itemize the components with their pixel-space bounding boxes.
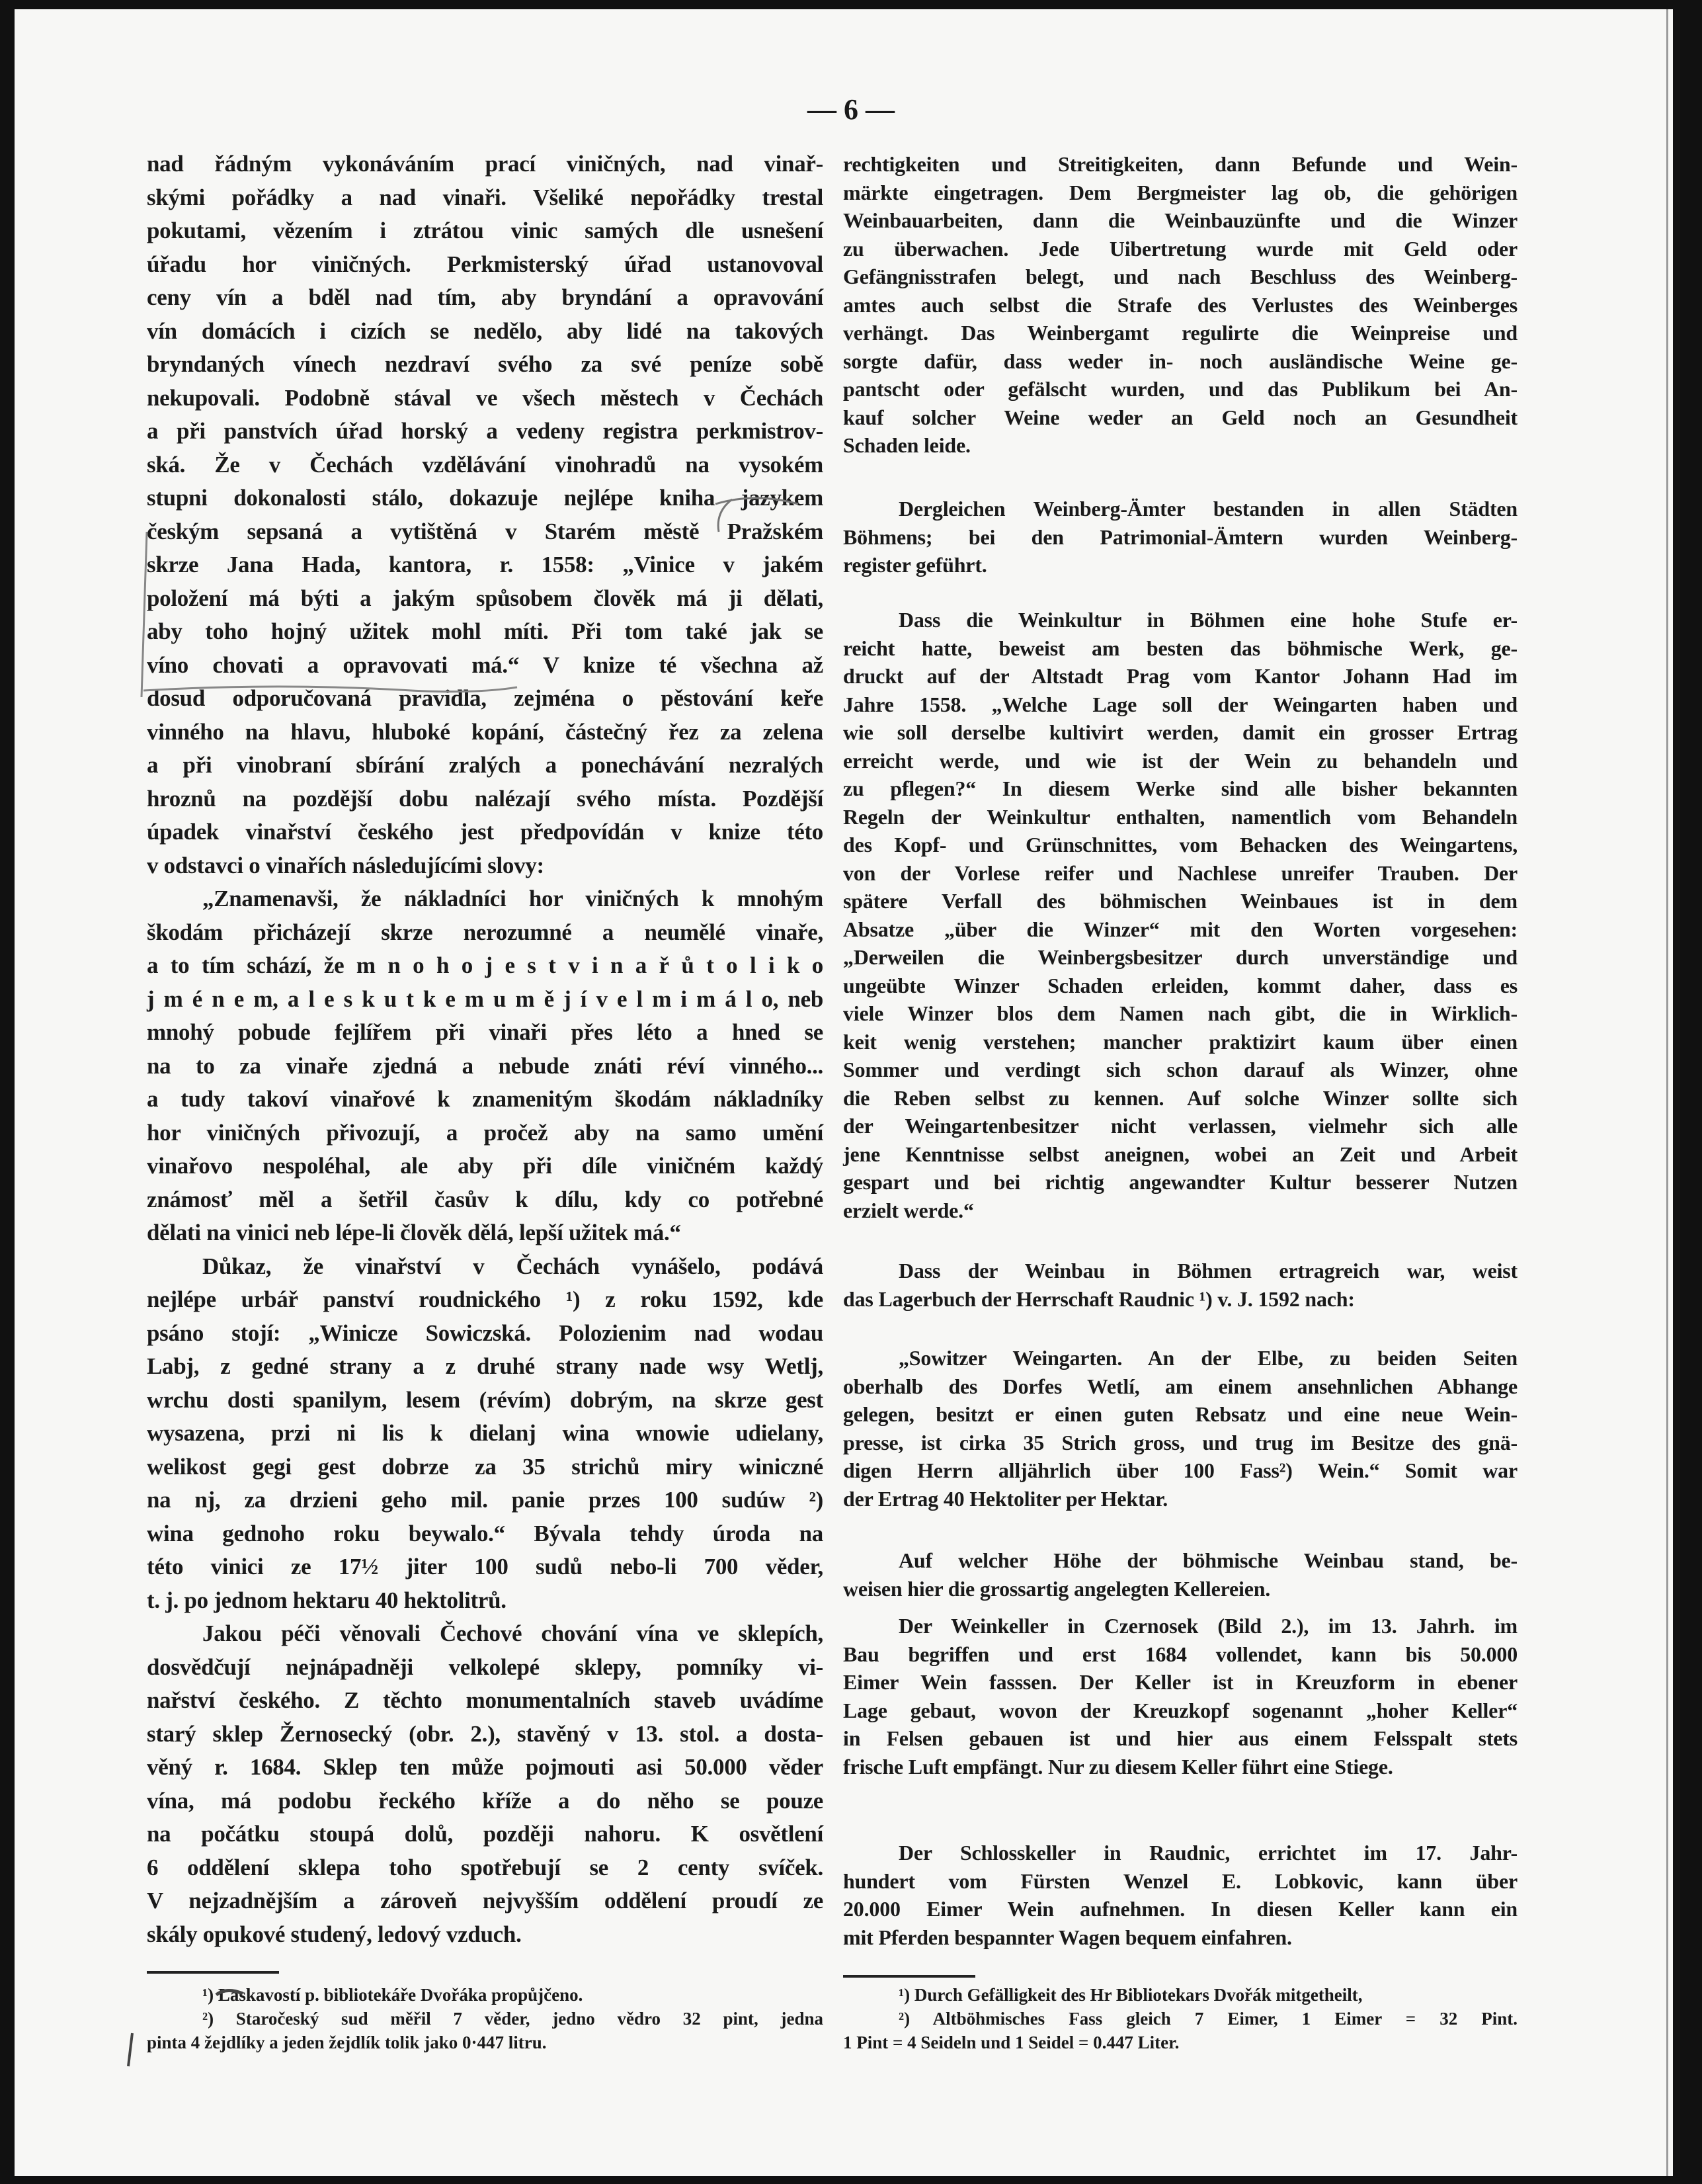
text-line: skými pořádky a nad vinaři. Všeliké nepořádky trestal bbox=[147, 184, 823, 210]
text-line: a to tím schází, že m n o h o j e s t v i n a ř ů t o l i k o bbox=[147, 952, 823, 978]
text-line: dosud odporučovaná pravidla, zejména o pěstování keře bbox=[147, 685, 823, 711]
right-paragraph bbox=[843, 1257, 1518, 1313]
text-line: Der Weinkeller in Czernosek (Bild 2.), im 13. Jahrh. im bbox=[899, 1614, 1518, 1638]
right-paragraph bbox=[843, 606, 1518, 1224]
text-line: ²) Staročeský sud měřil 7 věder, jedno vědro 32 pint, jedna bbox=[202, 2009, 823, 2029]
text-line: das Lagerbuch der Herrschaft Raudnic ¹) v. J. 1592 nach: bbox=[843, 1286, 1355, 1311]
text-line: ¹) Laskavostí p. bibliotekáře Dvořáka propůjčeno. bbox=[202, 1985, 583, 2005]
text-line: nekupovali. Podobně stával ve všech městech v Čechách bbox=[147, 384, 823, 411]
text-line: na to za vinaře zjedná a nebude znáti réví vinného... bbox=[147, 1052, 823, 1079]
text-line: Dass die Weinkultur in Böhmen eine hohe Stufe er- bbox=[899, 608, 1518, 632]
text-line: „Derweilen die Weinbergsbesitzer durch unverständige und bbox=[843, 945, 1518, 969]
text-line: starý sklep Žernosecký (obr. 2.), stavěný v 13. stol. a dosta- bbox=[147, 1720, 823, 1747]
text-line: věný r. 1684. Sklep ten může pojmouti asi 50.000 věder bbox=[147, 1754, 823, 1780]
text-line: frische Luft empfängt. Nur zu diesem Keller führt eine Stiege. bbox=[843, 1754, 1393, 1779]
text-line: skály opukové studený, ledový vzduch. bbox=[147, 1921, 522, 1947]
text-line: vinařovo nespoléhal, ale aby při díle viničném každý bbox=[147, 1153, 823, 1179]
text-line: j m é n e m, a l e s k u t k e m u m ě j í v e l m i m á l o, neb bbox=[147, 986, 823, 1012]
text-line: druckt auf der Altstadt Prag vom Kantor Johann Had im bbox=[843, 664, 1518, 688]
text-line: skrze Jana Hada, kantora, r. 1558: „Vinice v jakém bbox=[147, 552, 823, 577]
text-line: položení má býti a jakým spůsobem člověk má ji dělati, bbox=[147, 585, 823, 611]
text-line: Jahre 1558. „Welche Lage soll der Weingarten haben und bbox=[843, 692, 1518, 716]
text-line: a při panstvích úřad horský a vedeny registra perkmistrov- bbox=[147, 418, 823, 444]
text-line: stupni dokonalosti stálo, dokazuje nejlépe kniha jazykem bbox=[147, 485, 823, 511]
text-line: Labj, z gedné strany a z druhé strany nade wsy Wetlj, bbox=[147, 1353, 823, 1379]
text-line: pantscht oder gefälscht wurden, und das Publikum bei An- bbox=[843, 377, 1518, 401]
text-line: Jakou péči věnovali Čechové chování vína ve sklepích, bbox=[202, 1620, 823, 1646]
text-line: hundert vom Fürsten Wenzel E. Lobkovic, kann über bbox=[843, 1869, 1518, 1893]
text-line: Sommer und verdingt sich schon darauf als Winzer, ohne bbox=[843, 1058, 1518, 1081]
text-line: Eimer Wein fasssen. Der Keller ist in Kreuzform in ebener bbox=[843, 1670, 1518, 1694]
right-paragraph bbox=[843, 1839, 1518, 1951]
text-line: Gefängnisstrafen belegt, und nach Beschluss des Weinberg- bbox=[843, 265, 1518, 288]
left-column-czech bbox=[147, 147, 823, 1951]
text-line: nad řádným vykonáváním prací viničných, nad vinař- bbox=[147, 151, 823, 177]
text-line: märkte eingetragen. Dem Bergmeister lag ob, die gehörigen bbox=[843, 180, 1518, 204]
text-line: „Sowitzer Weingarten. An der Elbe, zu beiden Seiten bbox=[899, 1346, 1518, 1370]
text-line: této vinici ze 17½ jiter 100 sudů nebo-li 700 věder, bbox=[147, 1554, 823, 1579]
text-line: úřadu hor viničných. Perkmisterský úřad ustanovoval bbox=[147, 251, 823, 277]
text-line: gespart und bei richtig angewandter Kultur besserer Nutzen bbox=[843, 1170, 1518, 1194]
text-line: erreicht werde, und wie ist der Wein zu behandeln und bbox=[843, 748, 1518, 773]
right-paragraph bbox=[843, 1612, 1518, 1781]
text-line: ceny vín a bděl nad tím, aby bryndání a opravování bbox=[147, 284, 823, 310]
right-paragraph bbox=[843, 1546, 1518, 1603]
text-line: pokutami, vězením i ztrátou vinic samých dle usnešení bbox=[147, 218, 823, 243]
text-line: víno chovati a opravovati má.“ V knize té všechna až bbox=[147, 651, 823, 678]
text-line: českým sepsaná a vytištěná v Starém městě Pražském bbox=[147, 518, 823, 544]
text-line: ungeübte Winzer Schaden erleiden, kommt daher, dass es bbox=[843, 973, 1518, 997]
footnotes-left bbox=[147, 1983, 823, 2054]
text-line: V nejzadnějším a zároveň nejvyšším oddělení proudí ze bbox=[147, 1888, 823, 1913]
text-line: mit Pferden bespannter Wagen bequem einfahren. bbox=[843, 1925, 1292, 1949]
text-line: weisen hier die grossartig angelegten Kellereien. bbox=[843, 1576, 1271, 1601]
right-paragraph bbox=[843, 495, 1518, 579]
text-line: jene Kenntnisse selbst aneignen, wobei an Zeit und Arbeit bbox=[843, 1142, 1518, 1166]
scan-edge-line bbox=[1666, 9, 1668, 2176]
text-line: známosť měl a šetřil časův k dílu, kdy co potřebné bbox=[147, 1186, 823, 1212]
text-line: bryndaných vínech nezdraví svého za své peníze sobě bbox=[147, 351, 823, 377]
text-line: Lage gebaut, wovon der Kreuzkopf sogenannt „hoher Keller“ bbox=[843, 1698, 1518, 1722]
text-line: wina gednoho roku beywalo.“ Bývala tehdy úroda na bbox=[147, 1520, 823, 1546]
footnotes-right bbox=[843, 1983, 1518, 2054]
text-line: Dergleichen Weinberg-Ämter bestanden in allen Städten bbox=[899, 497, 1518, 521]
text-line: dosvědčují nejnápadněji velkolepé sklepy, pomníky vi- bbox=[147, 1654, 823, 1680]
text-line: a tudy takoví vinařové k znamenitým škodám nákladníky bbox=[147, 1086, 823, 1112]
text-line: na nj, za drzieni geho mil. panie przes 100 sudúw ²) bbox=[147, 1487, 823, 1513]
text-line: erzielt werde.“ bbox=[843, 1198, 974, 1222]
text-line: psáno stojí: „Winicze Sowiczská. Polozienim nad wodau bbox=[147, 1320, 823, 1346]
text-line: Böhmens; bei den Patrimonial-Ämtern wurden Weinberg- bbox=[843, 525, 1518, 549]
text-line: register geführt. bbox=[843, 553, 987, 577]
text-line: amtes auch selbst die Strafe des Verlustes des Weinberges bbox=[843, 292, 1518, 317]
text-line: úpadek vinařství českého jest předpovídán v knize této bbox=[147, 819, 823, 845]
text-line: Absatze „über die Winzer“ mit den Worten vorgesehen: bbox=[843, 917, 1518, 941]
text-line: 20.000 Eimer Wein aufnehmen. In diesen Keller kann ein bbox=[843, 1897, 1518, 1921]
text-line: hor viničných přivozují, a pročež aby na samo umění bbox=[147, 1119, 823, 1146]
text-line: dělati na vinici neb lépe-li člověk dělá, lepší užitek má.“ bbox=[147, 1220, 681, 1245]
text-line: zu überwachen. Jede Uibertretung wurde mit Geld oder bbox=[843, 236, 1518, 261]
page-number: — 6 — bbox=[807, 93, 895, 126]
text-line: vín domácích i cizích se nedělo, aby lidé na takových bbox=[147, 317, 823, 344]
text-line: 1 Pint = 4 Seideln und 1 Seidel = 0.447 Liter. bbox=[843, 2033, 1180, 2052]
text-line: Důkaz, že vinařství v Čechách vynášelo, podává bbox=[202, 1253, 823, 1279]
text-line: vína, má podobu řeckého kříže a do něho se pouze bbox=[147, 1787, 823, 1814]
right-column-german bbox=[843, 9, 1518, 2176]
text-line: keit wenig verstehen; mancher praktizirt kaum über einen bbox=[843, 1029, 1518, 1054]
text-line: der Weingartenbesitzer nicht verlassen, vielmehr sich alle bbox=[843, 1114, 1518, 1138]
text-line: digen Herrn alljährlich über 100 Fass²) Wein.“ Somit war bbox=[843, 1458, 1518, 1482]
text-line: zu pflegen?“ In diesem Werke sind alle bisher bekannten bbox=[843, 777, 1518, 800]
right-paragraph bbox=[843, 150, 1518, 460]
text-line: v odstavci o vinařích následujícími slovy: bbox=[147, 852, 544, 878]
text-line: a při vinobraní sbírání zralých a ponechávání nezralých bbox=[147, 752, 823, 778]
text-line: aby toho hojný užitek mohl míti. Při tom také jak se bbox=[147, 618, 823, 644]
text-line: kauf solcher Weine weder an Geld noch an Gesundheit bbox=[843, 405, 1518, 429]
text-line: des Kopf- und Grünschnittes, vom Behacken des Weingartens, bbox=[843, 833, 1518, 857]
text-line: Regeln der Weinkultur enthalten, namentlich vom Behandeln bbox=[843, 804, 1518, 829]
scanned-page bbox=[15, 9, 1673, 2176]
text-line: oberhalb des Dorfes Wetlí, am einem ansehnlichen Abhange bbox=[843, 1374, 1518, 1398]
text-line: pinta 4 žejdlíky a jeden žejdlík tolik jako 0·447 litru. bbox=[147, 2033, 547, 2052]
text-line: ¹) Durch Gefälligkeit des Hr Bibliotekars Dvořák mitgetheilt, bbox=[899, 1985, 1363, 2005]
text-line: welikost gegi gest dobrze za 35 strichů miry winiczné bbox=[147, 1453, 823, 1480]
text-line: wrchu dosti spanilym, lesem (révím) dobrým, na skrze gest bbox=[147, 1386, 823, 1413]
text-line: spätere Verfall des böhmischen Weinbaues ist in dem bbox=[843, 889, 1518, 913]
text-line: „Znamenavši, že nákladníci hor viničných k mnohým bbox=[202, 886, 823, 911]
text-line: nejlépe urbář panství roudnického ¹) z roku 1592, kde bbox=[147, 1286, 823, 1312]
text-line: škodám přicházejí skrze nerozumné a neumělé vinaře, bbox=[147, 919, 823, 945]
text-line: gelegen, besitzt er einen guten Rebsatz und eine neue Wein- bbox=[843, 1402, 1518, 1426]
text-line: in Felsen gebauen ist und hier aus einem Felsspalt stets bbox=[843, 1726, 1518, 1750]
text-line: Bau begriffen und erst 1684 vollendet, kann bis 50.000 bbox=[843, 1642, 1518, 1666]
text-line: wie soll derselbe kultivirt werden, damit ein grosser Ertrag bbox=[843, 720, 1518, 744]
text-line: sorgte dafür, dass weder in- noch ausländische Weine ge- bbox=[843, 349, 1518, 373]
text-line: reicht hatte, beweist am besten das böhmische Werk, ge- bbox=[843, 636, 1518, 660]
text-line: der Ertrag 40 Hektoliter per Hektar. bbox=[843, 1486, 1168, 1511]
text-line: verhängt. Das Weinbergamt regulirte die Weinpreise und bbox=[843, 321, 1518, 345]
text-line: na počátku stoupá dolů, později nahoru. K osvětlení bbox=[147, 1821, 823, 1847]
text-line: Auf welcher Höhe der böhmische Weinbau stand, be- bbox=[899, 1548, 1518, 1572]
text-line: von der Vorlese reifer und Nachlese unreifer Trauben. Der bbox=[843, 861, 1518, 885]
footnote-rule-left bbox=[147, 1971, 279, 1974]
text-line: ská. Že v Čechách vzdělávání vinohradů na vysokém bbox=[147, 451, 823, 478]
text-line: Schaden leide. bbox=[843, 433, 971, 457]
text-line: t. j. po jednom hektaru 40 hektolitrů. bbox=[147, 1587, 507, 1613]
text-line: nařství českého. Z těchto monumentalních staveb uvádíme bbox=[147, 1687, 823, 1713]
text-line: Dass der Weinbau in Böhmen ertragreich war, weist bbox=[899, 1259, 1518, 1282]
text-line: wysazena, przi ni lis k dielanj wina wnowie udielany, bbox=[147, 1420, 823, 1446]
text-line: Der Schlosskeller in Raudnic, errichtet im 17. Jahr- bbox=[899, 1841, 1518, 1865]
text-line: viele Winzer blos dem Namen nach gibt, die in Wirklich- bbox=[843, 1001, 1518, 1025]
text-line: rechtigkeiten und Streitigkeiten, dann Befunde und Wein- bbox=[843, 152, 1518, 176]
text-line: presse, ist cirka 35 Strich gross, und trug im Besitze des gnä- bbox=[843, 1430, 1518, 1454]
text-line: ²) Altböhmisches Fass gleich 7 Eimer, 1 Eimer = 32 Pint. bbox=[899, 2009, 1518, 2029]
text-line: Weinbauarbeiten, dann die Weinbauzünfte und die Winzer bbox=[843, 208, 1518, 232]
text-line: mnohý pobude fejlířem při vinaři přes léto a hned se bbox=[147, 1019, 823, 1045]
text-line: 6 oddělení sklepa toho spotřebují se 2 centy svíček. bbox=[147, 1854, 823, 1880]
right-paragraph bbox=[843, 1344, 1518, 1513]
text-line: die Reben selbst zu kennen. Auf solche Winzer sollte sich bbox=[843, 1085, 1518, 1110]
text-line: vinného na hlavu, hluboké kopání, částečný řez za zelena bbox=[147, 718, 823, 745]
text-line: hroznů na pozdější dobu nalézají svého místa. Pozdější bbox=[147, 785, 823, 812]
footnote-rule-right bbox=[843, 1975, 975, 1978]
